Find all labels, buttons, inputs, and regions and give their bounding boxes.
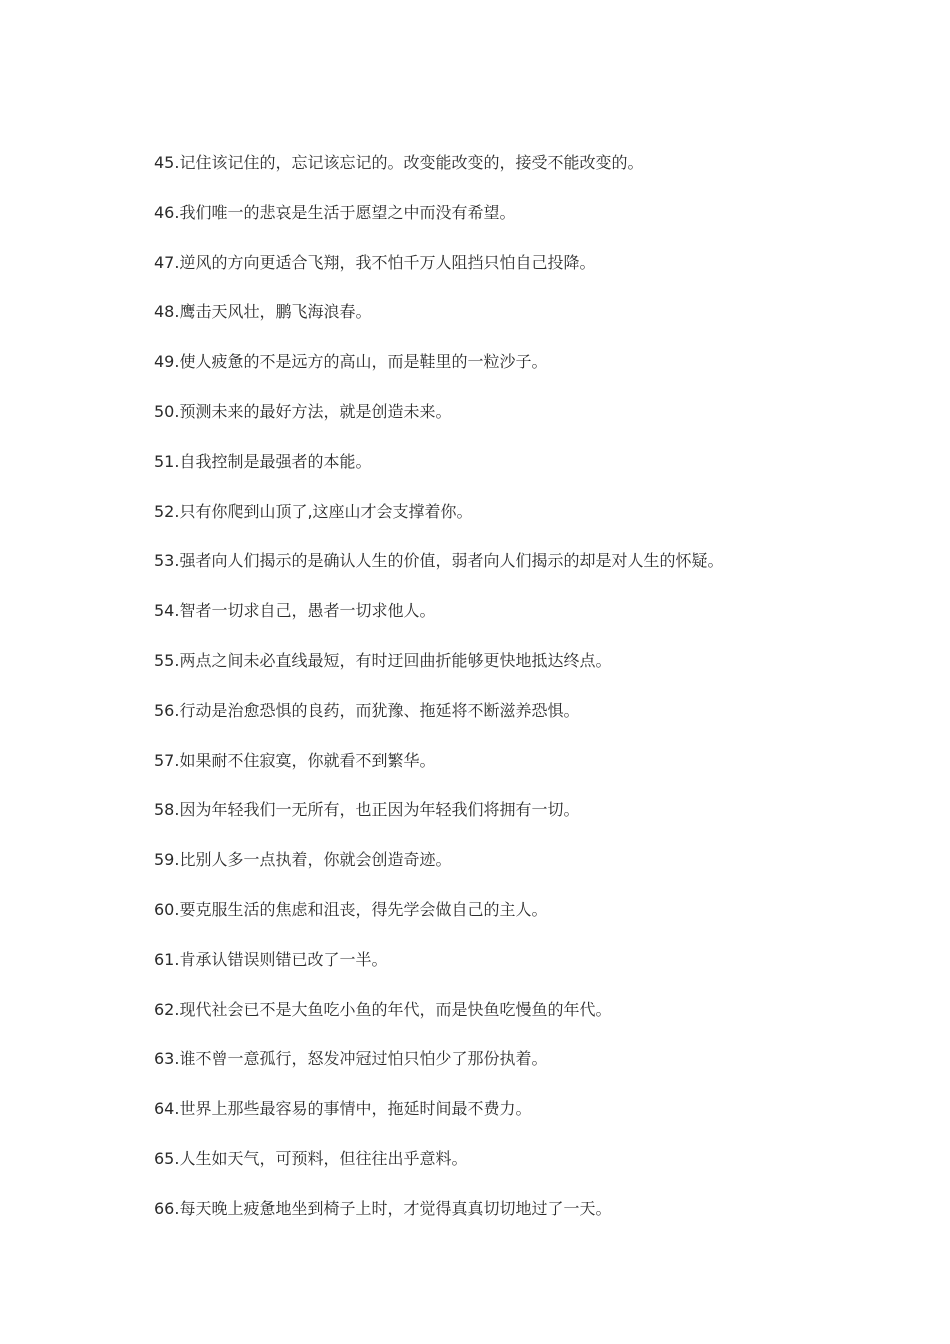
quote-item: 57.如果耐不住寂寞，你就看不到繁华。 [154, 750, 436, 770]
quote-item: 55.两点之间未必直线最短，有时迂回曲折能够更快地抵达终点。 [154, 650, 612, 670]
quote-item: 60.要克服生活的焦虑和沮丧，得先学会做自己的主人。 [154, 899, 548, 919]
quote-item: 64.世界上那些最容易的事情中，拖延时间最不费力。 [154, 1099, 532, 1119]
quote-item: 62.现代社会已不是大鱼吃小鱼的年代，而是快鱼吃慢鱼的年代。 [154, 999, 612, 1019]
quote-item: 53.强者向人们揭示的是确认人生的价值，弱者向人们揭示的却是对人生的怀疑。 [154, 551, 724, 571]
quote-item: 48.鹰击天风壮，鹏飞海浪春。 [154, 302, 372, 322]
quote-list [154, 149, 914, 1245]
quote-item: 61.肯承认错误则错已改了一半。 [154, 949, 388, 969]
quote-item: 63.谁不曾一意孤行，怒发冲冠过怕只怕少了那份执着。 [154, 1049, 548, 1069]
quote-item: 51.自我控制是最强者的本能。 [154, 451, 372, 471]
quote-item: 65.人生如天气，可预料，但往往出乎意料。 [154, 1148, 468, 1168]
quote-item: 59.比别人多一点执着，你就会创造奇迹。 [154, 850, 452, 870]
quote-item: 47.逆风的方向更适合飞翔，我不怕千万人阻挡只怕自己投降。 [154, 252, 596, 272]
quote-item: 56.行动是治愈恐惧的良药，而犹豫、拖延将不断滋养恐惧。 [154, 700, 580, 720]
quote-item: 58.因为年轻我们一无所有，也正因为年轻我们将拥有一切。 [154, 800, 580, 820]
quote-item: 49.使人疲惫的不是远方的高山，而是鞋里的一粒沙子。 [154, 352, 548, 372]
quote-item: 46.我们唯一的悲哀是生活于愿望之中而没有希望。 [154, 202, 516, 222]
quote-item: 66.每天晚上疲惫地坐到椅子上时，才觉得真真切切地过了一天。 [154, 1198, 612, 1218]
quote-item: 45.记住该记住的，忘记该忘记的。改变能改变的，接受不能改变的。 [154, 153, 644, 172]
quote-item: 52.只有你爬到山顶了,这座山才会支撑着你。 [154, 501, 473, 521]
quote-item: 54.智者一切求自己，愚者一切求他人。 [154, 601, 436, 621]
quote-item: 50.预测未来的最好方法，就是创造未来。 [154, 401, 452, 421]
